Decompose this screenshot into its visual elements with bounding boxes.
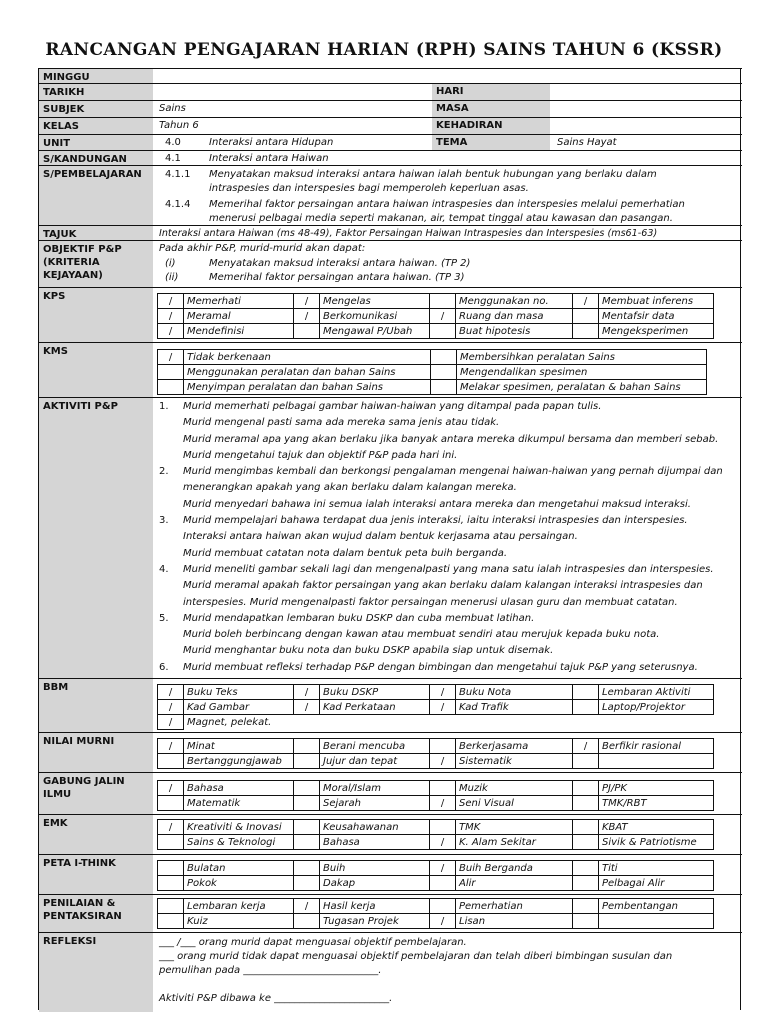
section-penilaian [39,894,742,932]
nilai-row [158,754,714,769]
emk-item-label: KBAT [599,820,714,835]
bbm-item-label: Kad Gambar [184,700,294,715]
aktiviti-step-text: Murid memerhati pelbagai gambar haiwan-haiwan yang ditampal pada papan tulis. [183,401,602,412]
row-tarikh [39,83,742,100]
penilaian-row [158,914,714,929]
emk-item-label: Sivik & Patriotisme [599,835,714,850]
label-kps: KPS [39,288,153,342]
bbm-tick-cell[interactable] [573,700,599,715]
gabung-item-label: Muzik [456,781,573,796]
penilaian-tick-cell[interactable]: / [294,899,320,914]
aktiviti-step-text: Interaksi antara haiwan akan wujud dalam bentuk kerjasama atau persaingan. [183,531,578,543]
label-spembelajaran: S/PEMBELAJARAN [39,166,153,225]
penilaian-item-label: Hasil kerja [320,899,430,914]
kms-tick-cell[interactable] [431,350,457,365]
refleksi-line-2: ___ orang murid tidak dapat menguasai objektif pembelajaran dan telah diberi bimbingan susulan dan [159,951,673,962]
kelas-value: Tahun 6 [159,120,199,131]
aktiviti-line [159,643,738,659]
aktiviti-step-text: interspesies. Murid mengenalpasti faktor persaingan menerusi ulasan guru dan membuat catatan. [183,596,678,608]
objektif-intro: Pada akhir P&P, murid-murid akan dapat: [159,243,366,254]
objektif-text-1: Menyatakan maksud interaksi antara haiwan. (TP 2) [209,258,471,269]
ithink-item-label: Dakap [320,876,430,891]
gabung-item-label: Sejarah [320,796,430,811]
emk-tick-cell[interactable] [573,835,599,850]
label-aktiviti: AKTIVITI P&P [39,398,153,678]
kps-row [158,324,714,339]
gabung-table [157,780,714,811]
spemb-number-1: 4.1.1 [165,169,191,180]
penilaian-tick-cell[interactable] [573,914,599,929]
kms-row [158,380,707,395]
label-kelas: KELAS [39,118,153,134]
aktiviti-step-text: menerangkan apakah yang akan berlaku dalam kalangan mereka. [183,482,517,494]
gabung-tick-cell[interactable] [294,781,320,796]
ithink-tick-cell[interactable] [294,876,320,891]
ithink-item-label: Pokok [184,876,294,891]
aktiviti-line [159,546,738,562]
kps-item-label: Mengeksperimen [599,324,714,339]
bbm-item-label: Kad Trafik [456,700,573,715]
kms-tick-cell[interactable] [431,380,457,395]
kps-row [158,294,714,309]
aktiviti-line [159,595,738,611]
nilai-tick-cell[interactable]: / [158,739,184,754]
skand-number: 4.1 [165,153,181,164]
aktiviti-step-number: 5. [159,612,169,624]
penilaian-item-label: Pemerhatian [456,899,573,914]
label-penilaian: PENILAIAN & PENTAKSIRAN [39,895,153,932]
nilai-item-label: Jujur dan tepat [320,754,430,769]
bbm-tick-cell[interactable]: / [294,700,320,715]
gabung-tick-cell[interactable] [430,781,456,796]
label-peta-ithink: PETA I-THINK [39,855,153,894]
aktiviti-step-text: Murid mengetahui tajuk dan objektif P&P pada hari ini. [183,449,458,461]
penilaian-tick-cell[interactable]: / [430,914,456,929]
aktiviti-line [159,415,738,431]
emk-row [158,820,714,835]
emk-item-label: TMK [456,820,573,835]
ithink-item-label: Bulatan [184,861,294,876]
aktiviti-step-text: Murid meneliti gambar sekali lagi dan mengenalpasti yang mana satu ialah intraspesies dan interspesies. [183,563,714,575]
ithink-row [158,861,714,876]
label-gabung-jalin: GABUNG JALIN ILMU [39,773,153,814]
kms-row [158,350,707,365]
kps-item-label: Mengelas [320,294,430,309]
ithink-tick-cell[interactable] [573,876,599,891]
penilaian-tick-cell[interactable] [158,899,184,914]
nilai-tick-cell[interactable] [158,754,184,769]
row-kelas [39,117,742,134]
bbm-table [157,684,714,730]
label-objektif: OBJEKTIF P&P (KRITERIA KEJAYAAN) [39,241,153,287]
aktiviti-line [159,513,738,529]
bbm-tick-cell[interactable]: / [294,685,320,700]
skand-value: Interaksi antara Haiwan [209,153,329,164]
ithink-tick-cell[interactable]: / [430,861,456,876]
ithink-table [157,860,714,891]
section-refleksi [39,932,742,1012]
kps-row [158,309,714,324]
penilaian-item-label: Lembaran kerja [184,899,294,914]
label-nilai-murni: NILAI MURNI [39,733,153,772]
kms-item-label: Menyimpan peralatan dan bahan Sains [184,380,431,395]
aktiviti-step-text: Murid membuat refleksi terhadap P&P dengan bimbingan dan mengetahui tajuk P&P yang seterusnya. [183,661,698,673]
nilai-table [157,738,714,769]
label-tarikh: TARIKH [39,84,153,100]
kps-item-label: Mengawal P/Ubah [320,324,430,339]
kps-tick-cell[interactable] [294,324,320,339]
gabung-item-label: TMK/RBT [599,796,714,811]
penilaian-item-label: Pembentangan [599,899,714,914]
ithink-item-label: Pelbagai Alir [599,876,714,891]
kps-table [157,293,714,339]
aktiviti-line [159,432,738,448]
aktiviti-step-number: 3. [159,515,169,527]
aktiviti-step-number: 2. [159,466,169,478]
gabung-tick-cell[interactable]: / [430,796,456,811]
gabung-tick-cell[interactable] [294,796,320,811]
label-hari: HARI [432,84,550,100]
objektif-text-2: Memerihal faktor persaingan antara haiwan. (TP 3) [209,272,465,283]
nilai-tick-cell[interactable]: / [573,739,599,754]
penilaian-tick-cell[interactable] [294,914,320,929]
label-subjek: SUBJEK [39,101,153,117]
spemb-text-1b: intraspesies dan interspesies bagi memperoleh keperluan asas. [209,183,529,194]
label-tajuk: TAJUK [39,226,153,240]
aktiviti-line [159,464,738,480]
subjek-value: Sains [159,103,186,114]
refleksi-line-1: ___ /___ orang murid dapat menguasai objektif pembelajaran. [159,937,467,948]
emk-tick-cell[interactable] [158,835,184,850]
row-tajuk [39,225,742,240]
kps-tick-cell[interactable]: / [294,309,320,324]
ithink-tick-cell[interactable] [158,861,184,876]
kps-tick-cell[interactable] [430,324,456,339]
kms-tick-cell[interactable]: / [158,350,184,365]
kps-item-label: Buat hipotesis [456,324,573,339]
nilai-item-label [599,754,714,769]
label-bbm: BBM [39,679,153,732]
gabung-tick-cell[interactable] [573,796,599,811]
nilai-tick-cell[interactable] [294,754,320,769]
row-objektif [39,240,742,287]
penilaian-item-label: Kuiz [184,914,294,929]
aktiviti-step-text: Murid boleh berbincang dengan kawan atau membuat sendiri atau merujuk kepada buku nota. [183,629,660,641]
penilaian-row [158,899,714,914]
aktiviti-line [159,399,738,415]
label-skandungan: S/KANDUNGAN [39,151,153,165]
nilai-item-label: Berani mencuba [320,739,430,754]
rph-form [38,68,741,1010]
aktiviti-step-text: Murid mengenal pasti sama ada mereka sama jenis atau tidak. [183,417,500,429]
aktiviti-step-text: Murid menyedari bahawa ini semua ialah interaksi antara mereka dan mengetahui maksud interaksi. [183,498,691,510]
row-minggu [39,68,742,83]
kps-tick-cell[interactable]: / [430,309,456,324]
bbm-tick-cell[interactable] [573,685,599,700]
nilai-item-label: Bertanggungjawab [184,754,294,769]
kms-tick-cell[interactable] [158,380,184,395]
aktiviti-line [159,660,738,676]
aktiviti-line [159,480,738,496]
label-kehadiran: KEHADIRAN [432,118,550,134]
kms-row [158,365,707,380]
nilai-item-label: Sistematik [456,754,573,769]
objektif-number-1: (i) [165,258,176,269]
bbm-item-label: Buku DSKP [320,685,430,700]
kms-table [157,349,707,395]
aktiviti-step-number: 6. [159,661,169,673]
ithink-tick-cell[interactable] [158,876,184,891]
emk-item-label: Bahasa [320,835,430,850]
gabung-item-label: PJ/PK [599,781,714,796]
section-peta-ithink [39,854,742,894]
aktiviti-line [159,529,738,545]
label-refleksi: REFLEKSI [39,933,153,1012]
aktiviti-line [159,611,738,627]
gabung-row [158,781,714,796]
kps-item-label: Membuat inferens [599,294,714,309]
bbm-item-label: Lembaran Aktiviti [599,685,714,700]
emk-item-label: Keusahawanan [320,820,430,835]
gabung-item-label: Moral/Islam [320,781,430,796]
nilai-tick-cell[interactable] [430,739,456,754]
ithink-row [158,876,714,891]
section-bbm [39,678,742,732]
gabung-item-label: Seni Visual [456,796,573,811]
emk-tick-cell[interactable] [573,820,599,835]
bbm-tick-cell[interactable]: / [430,700,456,715]
bbm-row [158,715,714,730]
aktiviti-line [159,627,738,643]
kms-tick-cell[interactable] [431,365,457,380]
emk-tick-cell[interactable] [294,820,320,835]
spemb-number-2: 4.1.4 [165,199,191,210]
refleksi-line-4: Aktiviti P&P dibawa ke _______________________. [159,993,393,1004]
penilaian-table [157,898,714,929]
ithink-tick-cell[interactable] [430,876,456,891]
gabung-tick-cell[interactable] [158,796,184,811]
section-nilai-murni [39,732,742,772]
penilaian-item-label [599,914,714,929]
nilai-row [158,739,714,754]
bbm-row [158,685,714,700]
kms-item-label: Melakar spesimen, peralatan & bahan Sains [457,380,707,395]
label-tema: TEMA [432,135,550,150]
nilai-tick-cell[interactable]: / [430,754,456,769]
aktiviti-step-number: 4. [159,563,169,575]
bbm-item-label: Buku Nota [456,685,573,700]
nilai-item-label: Minat [184,739,294,754]
gabung-tick-cell[interactable]: / [158,781,184,796]
row-unit [39,134,742,150]
tajuk-value: Interaksi antara Haiwan (ms 48-49), Faktor Persaingan Haiwan Intraspesies dan Interspesies (ms61-63) [159,228,658,239]
aktiviti-step-text: Murid menghantar buku nota dan buku DSKP apabila siap untuk disemak. [183,645,554,657]
bbm-item-label: Buku Teks [184,685,294,700]
refleksi-line-3: pemulihan pada ___________________________. [159,965,382,976]
ithink-item-label: Alir [456,876,573,891]
gabung-tick-cell[interactable] [573,781,599,796]
kps-tick-cell[interactable]: / [573,294,599,309]
kps-tick-cell[interactable]: / [158,294,184,309]
kps-tick-cell[interactable]: / [294,294,320,309]
ithink-tick-cell[interactable] [573,861,599,876]
bbm-item-label: Magnet, pelekat. [184,715,714,730]
penilaian-tick-cell[interactable] [430,899,456,914]
label-masa: MASA [432,101,550,117]
section-kps [39,287,742,342]
section-emk [39,814,742,854]
label-kms: KMS [39,343,153,397]
bbm-row [158,700,714,715]
aktiviti-line [159,562,738,578]
bbm-item-label: Kad Perkataan [320,700,430,715]
spemb-text-1a: Menyatakan maksud interaksi antara haiwan ialah bentuk hubungan yang berlaku dalam [209,169,657,180]
spemb-text-2b: menerusi pelbagai media seperti makanan, air, tempat tinggal atau kawasan dan pasangan. [209,213,673,224]
emk-tick-cell[interactable]: / [158,820,184,835]
kps-tick-cell[interactable] [573,324,599,339]
aktiviti-line [159,448,738,464]
aktiviti-line [159,497,738,513]
label-emk: EMK [39,815,153,854]
emk-tick-cell[interactable] [294,835,320,850]
penilaian-tick-cell[interactable] [573,899,599,914]
gabung-item-label: Bahasa [184,781,294,796]
objektif-number-2: (ii) [165,272,179,283]
label-unit: UNIT [39,135,153,150]
aktiviti-step-text: Murid mendapatkan lembaran buku DSKP dan cuba membuat latihan. [183,612,535,624]
emk-item-label: K. Alam Sekitar [456,835,573,850]
bbm-tick-cell[interactable]: / [430,685,456,700]
section-kms [39,342,742,397]
unit-value: Interaksi antara Hidupan [209,137,334,148]
aktiviti-step-text: Murid membuat catatan nota dalam bentuk peta buih berganda. [183,547,508,559]
kps-item-label: Ruang dan masa [456,309,573,324]
aktiviti-list [159,399,738,676]
ithink-item-label: Titi [599,861,714,876]
kps-item-label: Menggunakan no. [456,294,573,309]
row-subjek [39,100,742,117]
gabung-item-label: Matematik [184,796,294,811]
aktiviti-step-text: Murid mengimbas kembali dan berkongsi pengalaman mengenai haiwan-haiwan yang pernah dijumpai dan [183,466,723,478]
nilai-item-label: Berfikir rasional [599,739,714,754]
bbm-item-label: Laptop/Projektor [599,700,714,715]
nilai-tick-cell[interactable] [294,739,320,754]
section-aktiviti [39,397,742,678]
bbm-tick-cell[interactable]: / [158,700,184,715]
ithink-item-label: Buih [320,861,430,876]
ithink-tick-cell[interactable] [294,861,320,876]
kps-item-label: Mendefinisi [184,324,294,339]
tema-value: Sains Hayat [557,137,617,148]
emk-tick-cell[interactable]: / [430,835,456,850]
kps-item-label: Meramal [184,309,294,324]
emk-row [158,835,714,850]
bbm-tick-cell[interactable]: / [158,685,184,700]
kms-item-label: Tidak berkenaan [184,350,431,365]
gabung-row [158,796,714,811]
kms-item-label: Membersihkan peralatan Sains [457,350,707,365]
kms-tick-cell[interactable] [158,365,184,380]
penilaian-item-label: Tugasan Projek [320,914,430,929]
kps-item-label: Memerhati [184,294,294,309]
aktiviti-step-text: Murid mempelajari bahawa terdapat dua jenis interaksi, iaitu interaksi intraspesies dan interspesies. [183,515,688,527]
aktiviti-step-text: Murid meramal apa yang akan berlaku jika banyak antara mereka dikumpul bersama dan memberi sebab. [183,433,719,445]
penilaian-tick-cell[interactable] [158,914,184,929]
kms-item-label: Menggunakan peralatan dan bahan Sains [184,365,431,380]
aktiviti-step-number: 1. [159,401,169,412]
emk-tick-cell[interactable] [430,820,456,835]
unit-number: 4.0 [165,137,181,148]
aktiviti-line [159,578,738,594]
kps-tick-cell[interactable] [430,294,456,309]
nilai-tick-cell[interactable] [573,754,599,769]
emk-table [157,819,714,850]
label-minggu: MINGGU [39,69,153,83]
kps-tick-cell[interactable]: / [158,309,184,324]
emk-item-label: Kreativiti & Inovasi [184,820,294,835]
section-gabung-jalin [39,772,742,814]
aktiviti-step-text: Murid meramal apakah faktor persaingan yang akan berlaku dalam kalangan interaksi intraspesies dan [183,580,703,592]
kps-tick-cell[interactable] [573,309,599,324]
kms-item-label: Mengendalikan spesimen [457,365,707,380]
bbm-tick-cell[interactable]: / [158,715,184,730]
kps-item-label: Mentafsir data [599,309,714,324]
kps-item-label: Berkomunikasi [320,309,430,324]
spemb-text-2a: Memerihal faktor persaingan antara haiwan intraspesies dan interspesies melalui pemerhatian [209,199,685,210]
ithink-item-label: Buih Berganda [456,861,573,876]
page-title: RANCANGAN PENGAJARAN HARIAN (RPH) SAINS TAHUN 6 (KSSR) [45,40,723,60]
nilai-item-label: Berkerjasama [456,739,573,754]
penilaian-item-label: Lisan [456,914,573,929]
row-spembelajaran [39,165,742,225]
row-skandungan [39,150,742,165]
emk-item-label: Sains & Teknologi [184,835,294,850]
kps-tick-cell[interactable]: / [158,324,184,339]
